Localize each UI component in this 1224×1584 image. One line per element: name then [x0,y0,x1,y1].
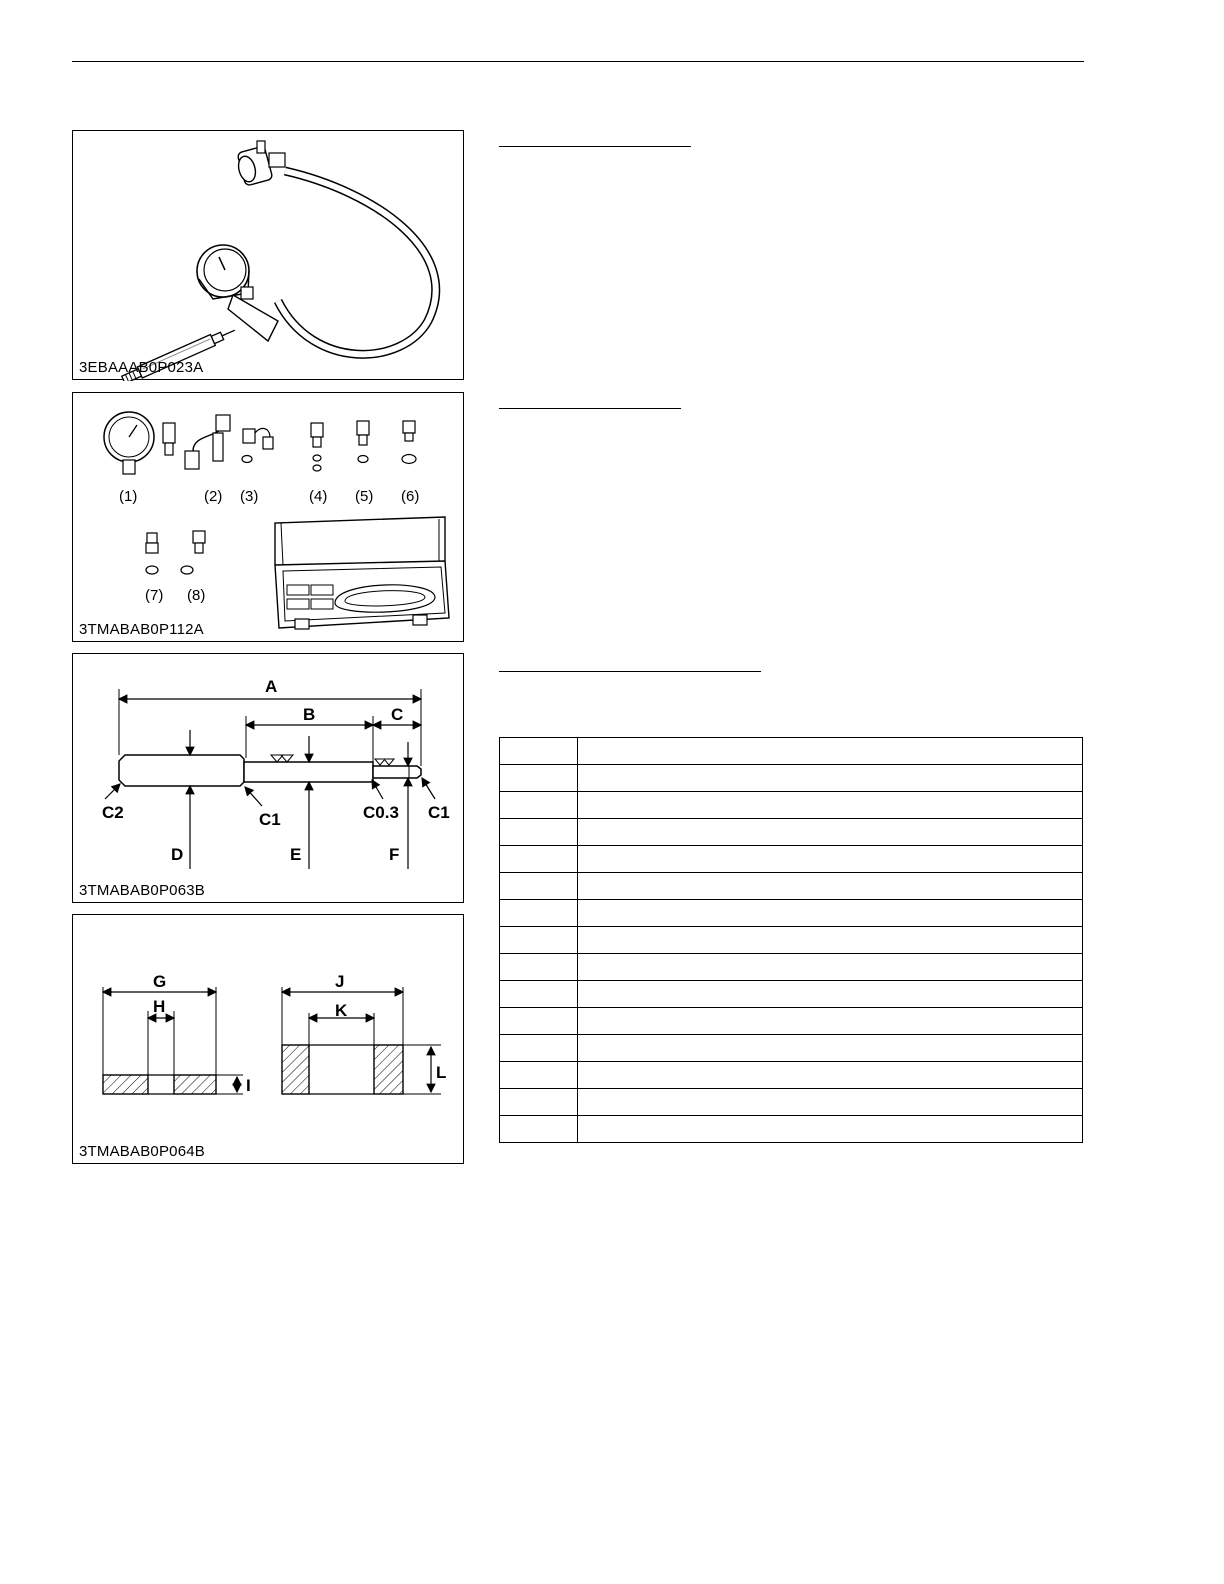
table-cell-value [578,927,1083,954]
table-row [500,1062,1083,1089]
table-cell-key [500,846,578,873]
kit-label-3: (3) [240,488,259,505]
table-row [500,927,1083,954]
table-row [500,846,1083,873]
dim-label-b: B [303,705,316,724]
figure-washer-drawing [72,914,464,1164]
dim-label-g: G [153,972,167,991]
dim-label-j: J [335,972,345,991]
table-cell-value [578,1062,1083,1089]
chamfer-label-c1: C1 [259,810,281,829]
table-cell-key [500,1089,578,1116]
dim-label-l: L [436,1063,447,1082]
kit-label-2: (2) [204,488,223,505]
pressure-tester-kit-illustration [73,393,465,643]
table-cell-key [500,900,578,927]
table-cell-value [578,765,1083,792]
kit-label-8: (8) [187,587,206,604]
figure-code: 3TMABAB0P063B [79,882,205,899]
figure-shaft-drawing [72,653,464,903]
kit-label-7: (7) [145,587,164,604]
kit-label-4: (4) [309,488,328,505]
table-cell-key [500,765,578,792]
kit-label-5: (5) [355,488,374,505]
table-row [500,1089,1083,1116]
shaft-dimension-drawing [73,654,465,904]
dim-label-e: E [290,845,302,864]
table-cell-value [578,1008,1083,1035]
figure-code: 3EBAAAB0P023A [79,359,204,376]
table-cell-key [500,738,578,765]
table-cell-key [500,819,578,846]
table-row [500,1116,1083,1143]
table-cell-key [500,792,578,819]
dim-label-h: H [153,997,166,1016]
table-row [500,954,1083,981]
table-cell-value [578,981,1083,1008]
table-row [500,1035,1083,1062]
figure-pressure-tester-kit [72,392,464,642]
table-cell-value [578,1089,1083,1116]
table-cell-value [578,1116,1083,1143]
chamfer-label-c0-3: C0.3 [363,803,399,822]
table-cell-key [500,927,578,954]
section-heading-underline-2 [499,408,681,409]
table-cell-key [500,981,578,1008]
kit-label-1: (1) [119,488,138,505]
dim-label-i: I [246,1076,251,1095]
table-cell-key [500,954,578,981]
section-heading-underline-3 [499,671,761,672]
page-header-rule [72,61,1084,62]
figure-code: 3TMABAB0P112A [79,621,204,638]
table-cell-value [578,954,1083,981]
table-row [500,1008,1083,1035]
table-row [500,873,1083,900]
dim-label-d: D [171,845,184,864]
dim-label-k: K [335,1001,348,1020]
dim-label-f: F [389,845,400,864]
table-row [500,792,1083,819]
table-row [500,819,1083,846]
dim-label-a: A [265,677,278,696]
table-cell-key [500,1062,578,1089]
chamfer-label-c2: C2 [102,803,124,822]
chamfer-label-c1-end: C1 [428,803,450,822]
table-cell-value [578,792,1083,819]
table-row [500,981,1083,1008]
table-row [500,900,1083,927]
table-row [500,765,1083,792]
table-cell-value [578,846,1083,873]
table-row [500,738,1083,765]
dimensions-table [499,737,1083,1143]
section-heading-underline-1 [499,146,691,147]
table-cell-value [578,873,1083,900]
table-cell-value [578,819,1083,846]
table-cell-key [500,1008,578,1035]
table-cell-value [578,900,1083,927]
table-cell-key [500,1116,578,1143]
table-cell-key [500,873,578,900]
washer-dimension-drawing [73,915,465,1165]
table-cell-key [500,1035,578,1062]
figure-code: 3TMABAB0P064B [79,1143,205,1160]
kit-label-6: (6) [401,488,420,505]
table-cell-value [578,1035,1083,1062]
compression-tester-illustration [73,131,465,381]
dim-label-c: C [391,705,404,724]
figure-compression-tester [72,130,464,380]
table-cell-value [578,738,1083,765]
